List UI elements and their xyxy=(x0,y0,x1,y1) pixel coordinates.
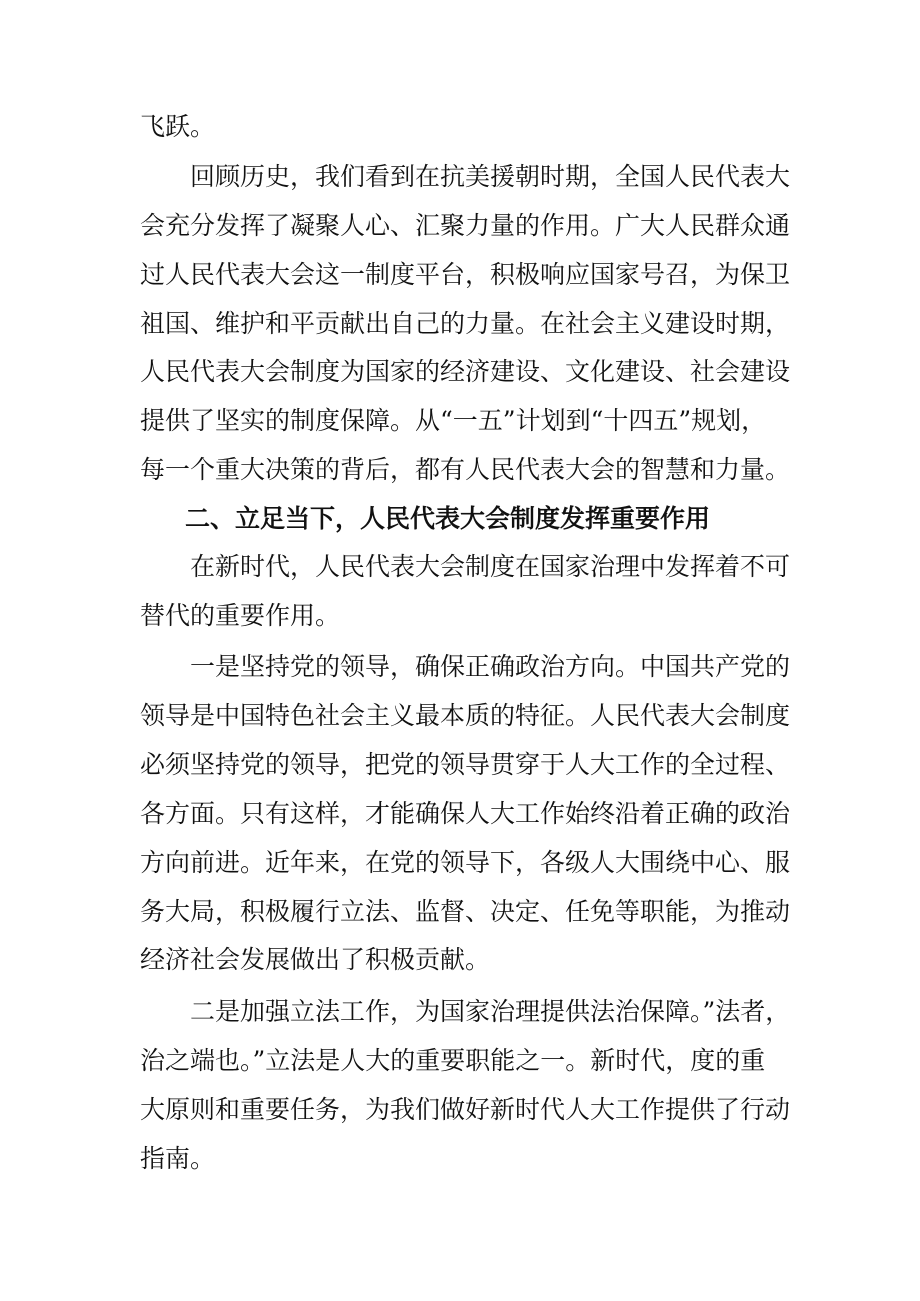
paragraph-line: 祖国、维护和平贡献出自己的力量。在社会主义建设时期， xyxy=(140,309,791,338)
paragraph-line: 会充分发挥了凝聚人心、汇聚力量的作用。广大人民群众通 xyxy=(140,211,791,240)
paragraph-line: 必须坚持党的领导，把党的领导贯穿于人大工作的全过程、 xyxy=(140,750,791,779)
paragraph-line: 经济社会发展做出了积极贡献。 xyxy=(140,945,491,974)
paragraph-line: 过人民代表大会这一制度平台，积极响应国家号召，为保卫 xyxy=(140,260,791,289)
paragraph-line: 替代的重要作用。 xyxy=(140,601,341,630)
paragraph-line: 一是坚持党的领导，确保正确政治方向。中国共产党的 xyxy=(190,652,791,681)
paragraph-line: 每一个重大决策的背后，都有人民代表大会的智慧和力量。 xyxy=(140,455,791,484)
paragraph-line: 指南。 xyxy=(140,1144,216,1173)
paragraph-line: 方向前进。近年来，在党的领导下，各级人大围绕中心、服 xyxy=(140,848,791,877)
paragraph-line: 各方面。只有这样，才能确保人大工作始终沿着正确的政治 xyxy=(140,799,791,828)
paragraph-line: 大原则和重要任务，为我们做好新时代人大工作提供了行动 xyxy=(140,1095,791,1124)
paragraph-line: 回顾历史，我们看到在抗美援朝时期，全国人民代表大 xyxy=(190,162,791,191)
paragraph-line: 领导是中国特色社会主义最本质的特征。人民代表大会制度 xyxy=(140,701,791,730)
paragraph-line: 务大局，积极履行立法、监督、决定、任免等职能，为推动 xyxy=(140,897,791,926)
paragraph-line: 人民代表大会制度为国家的经济建设、文化建设、社会建设 xyxy=(140,357,791,386)
paragraph-continuation-line: 飞跃。 xyxy=(140,112,216,141)
paragraph-line: 治之端也。”立法是人大的重要职能之一。新时代，度的重 xyxy=(140,1046,766,1075)
paragraph-line: 提供了坚实的制度保障。从“一五”计划到“十四五”规划， xyxy=(140,406,767,435)
paragraph-line: 在新时代，人民代表大会制度在国家治理中发挥着不可 xyxy=(190,552,791,581)
section-heading: 二、立足当下，人民代表大会制度发挥重要作用 xyxy=(185,504,711,533)
paragraph-line: 二是加强立法工作，为国家治理提供法治保障。”法者， xyxy=(190,997,791,1026)
